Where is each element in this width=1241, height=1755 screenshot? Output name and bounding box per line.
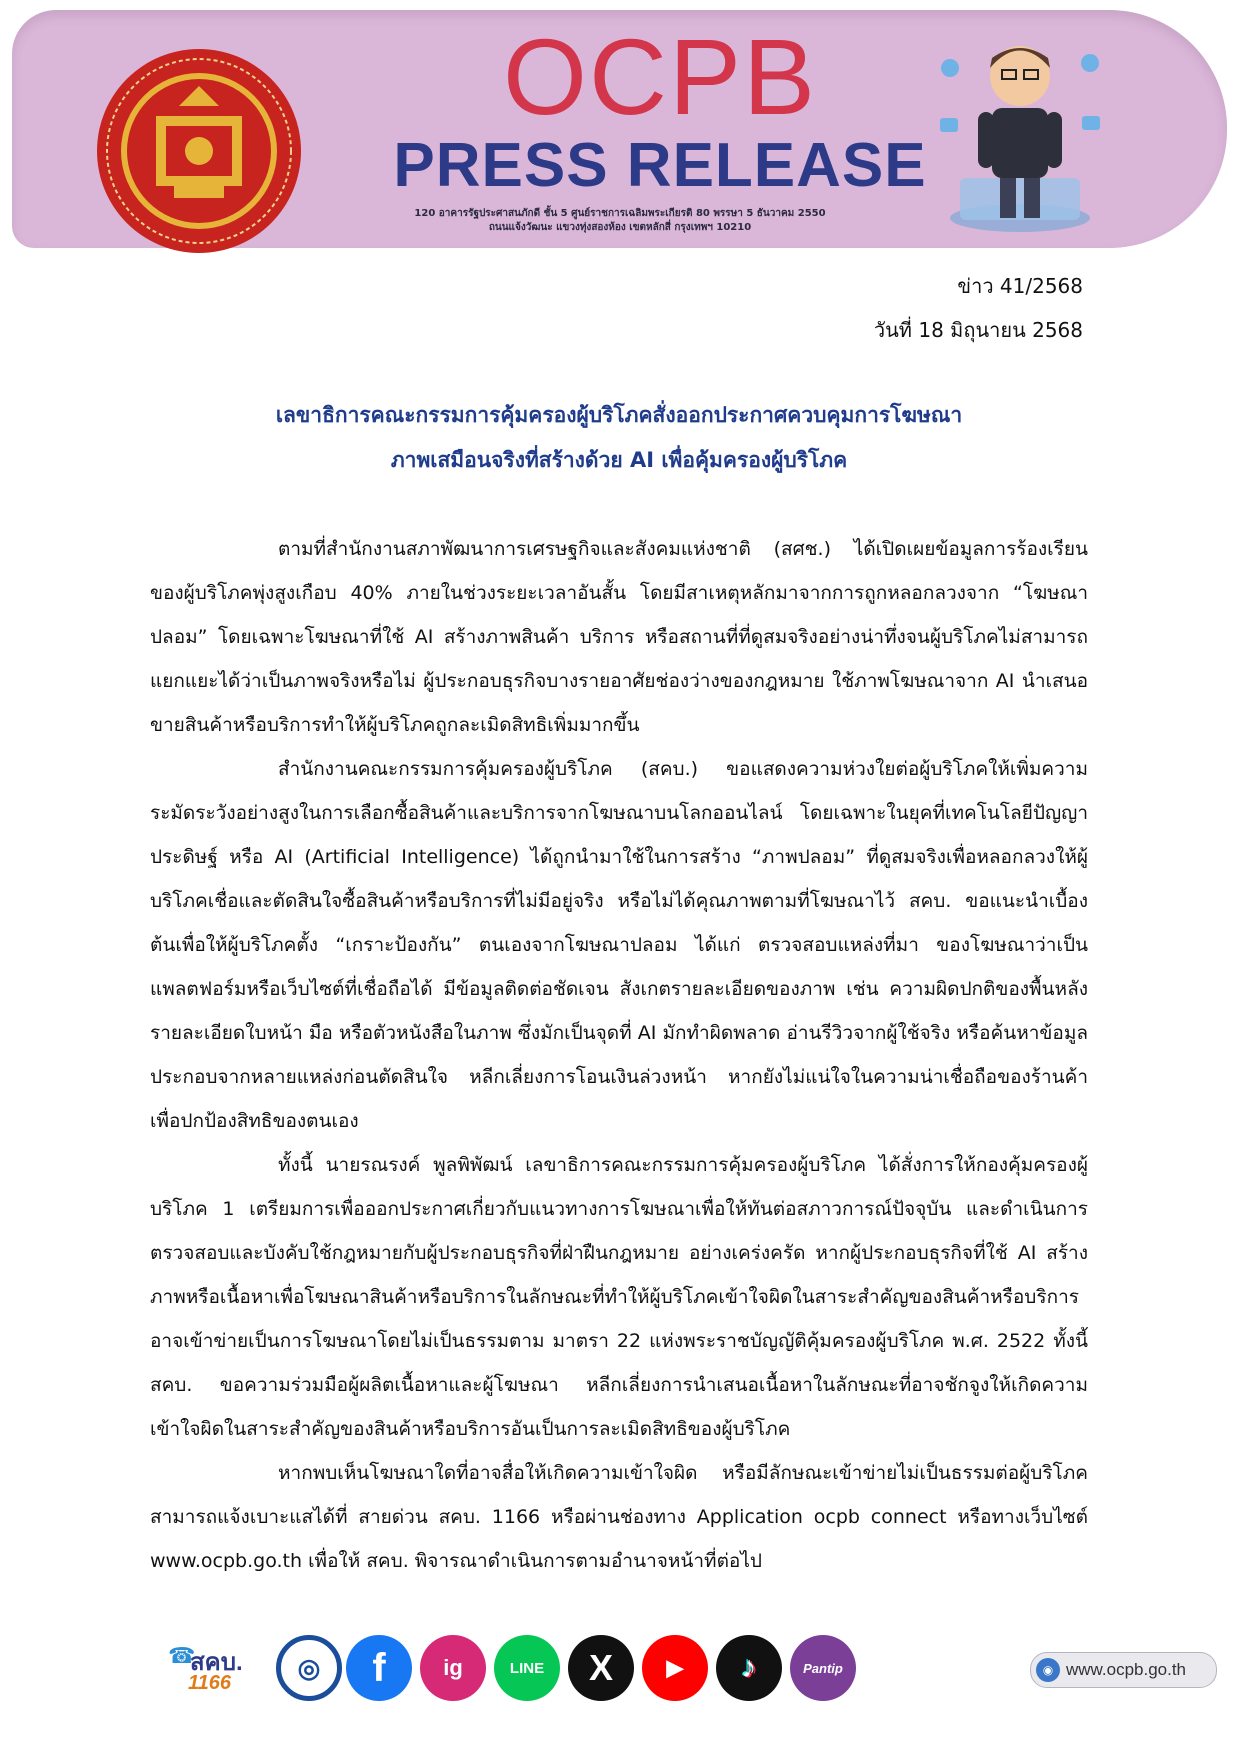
paragraph-2: สำนักงานคณะกรรมการคุ้มครองผู้บริโภค (สคบ.) ขอแสดงความห่วงใยต่อผู้บริโภคให้เพิ่มความระมัดระวังอย่างสูงในการเลือกซื้อสินค้าและบริการจากโฆษณาบนโลกออนไลน์ โดยเฉพาะในยุคที่เทคโนโลยีปัญญาประดิษฐ์ หรือ AI (Artificial Intelligence) ได้ถูกนำมาใช้ในการสร้าง “ภาพปลอม” ที่ดูสมจริงเพื่อหลอกลวงให้ผู้บริโภคเชื่อและตัดสินใจซื้อสินค้าหรือบริการที่ไม่มีอยู่จริง หรือไม่ได้คุณภาพตามที่โฆษณาไว้ สคบ. ขอแนะนำเบื้องต้นเพื่อให้ผู้บริโภคตั้ง “เกราะป้องกัน” ตนเองจากโฆษณาปลอม ได้แก่ ตรวจสอบแหล่งที่มา ของโฆษณาว่าเป็นแพลตฟอร์มหรือเว็บไซต์ที่เชื่อถือได้ มีข้อมูลติดต่อชัดเจน สังเกตรายละเอียดของภาพ เช่น ความผิดปกติของพื้นหลัง รายละเอียดใบหน้า มือ หรือตัวหนังสือในภาพ ซึ่งมักเป็นจุดที่ AI มักทำผิดพลาด อ่านรีวิวจากผู้ใช้จริง หรือค้นหาข้อมูลประกอบจากหลายแหล่งก่อนตัดสินใจ หลีกเลี่ยงการโอนเงินล่วงหน้า หากยังไม่แน่ใจในความน่าเชื่อถือของร้านค้า เพื่อปกป้องสิทธิของตนเอง: [150, 758, 1088, 1132]
headline-line-1: เลขาธิการคณะกรรมการคุ้มครองผู้บริโภคสั่งออกประกาศควบคุมการโฆษณา: [275, 403, 963, 427]
press-meta: [874, 264, 1083, 352]
phone-icon: ☎: [168, 1644, 196, 1669]
paragraph-4: หากพบเห็นโฆษณาใดที่อาจสื่อให้เกิดความเข้าใจผิด หรือมีลักษณะเข้าข่ายไม่เป็นธรรมต่อผู้บริโภค สามารถแจ้งเบาะแสได้ที่ สายด่วน สคบ. 1166 หรือผ่านช่องทาง Application ocpb connect หรือทางเว็บไซต์ www.ocpb.go.th เพื่อให้ สคบ. พิจารณาดำเนินการตามอำนาจหน้าที่ต่อไป: [150, 1462, 1088, 1572]
press-release-title: PRESS RELEASE: [393, 131, 927, 200]
brand-title: OCPB: [502, 16, 818, 137]
line-icon[interactable]: LINE: [494, 1635, 560, 1701]
facebook-icon[interactable]: f: [346, 1635, 412, 1701]
globe-icon: ◉: [1036, 1658, 1060, 1682]
website-url: www.ocpb.go.th: [1066, 1660, 1187, 1679]
social-footer: [168, 1628, 1187, 1708]
x-icon[interactable]: X: [568, 1635, 634, 1701]
paragraph-3: ทั้งนี้ นายรณรงค์ พูลพิพัฒน์ เลขาธิการคณะกรรมการคุ้มครองผู้บริโภค ได้สั่งการให้กองคุ้มครองผู้บริโภค 1 เตรียมการเพื่อออกประกาศเกี่ยวกับแนวทางการโฆษณาเพื่อให้ทันต่อสภาวการณ์ปัจจุบัน และดำเนินการตรวจสอบและบังคับใช้กฎหมายกับผู้ประกอบธุรกิจที่ฝ่าฝืนกฎหมาย อย่างเคร่งครัด หากผู้ประกอบธุรกิจที่ใช้ AI สร้างภาพหรือเนื้อหาเพื่อโฆษณาสินค้าหรือบริการในลักษณะที่ทำให้ผู้บริโภคเข้าใจผิดในสาระสำคัญของสินค้าหรือบริการ อาจเข้าข่ายเป็นการโฆษณาโดยไม่เป็นธรรมตาม มาตรา 22 แห่งพระราชบัญญัติคุ้มครองผู้บริโภค พ.ศ. 2522 ทั้งนี้ สคบ. ขอความร่วมมือผู้ผลิตเนื้อหาและผู้โฆษณา หลีกเลี่ยงการนำเสนอเนื้อหาในลักษณะที่อาจชักจูงให้เกิดความเข้าใจผิดในสาระสำคัญของสินค้าหรือบริการอันเป็นการละเมิดสิทธิของผู้บริโภค: [150, 1154, 1088, 1440]
address: [320, 207, 920, 235]
ocpb-app-icon[interactable]: [276, 1635, 342, 1701]
tiktok-icon[interactable]: [716, 1635, 782, 1701]
play-glyph: ▶: [666, 1655, 684, 1680]
headline-line-2: ภาพเสมือนจริงที่สร้างด้วย AI เพื่อคุ้มครองผู้บริโภค: [390, 448, 848, 472]
mascot-illustration: [920, 28, 1120, 238]
ocpb-seal-logo: [94, 46, 304, 256]
youtube-icon[interactable]: [642, 1635, 708, 1701]
hotline-org: สคบ.: [190, 1649, 243, 1676]
headline: [150, 393, 1088, 483]
news-number: ข่าว 41/2568: [957, 274, 1083, 298]
hotline-number: 1166: [188, 1672, 232, 1694]
instagram-icon[interactable]: ig: [420, 1635, 486, 1701]
address-line-1: 120 อาคารรัฐประศาสนภักดี ชั้น 5 ศูนย์ราชการเฉลิมพระเกียรติ 80 พรรษา 5 ธันวาคม 2550: [414, 208, 826, 219]
release-date: วันที่ 18 มิถุนายน 2568: [873, 318, 1083, 342]
hotline-badge[interactable]: [168, 1640, 272, 1698]
body-text: [150, 527, 1088, 1583]
website-link[interactable]: [1030, 1652, 1217, 1688]
paragraph-1: ตามที่สำนักงานสภาพัฒนาการเศรษฐกิจและสังคมแห่งชาติ (สศช.) ได้เปิดเผยข้อมูลการร้องเรียนของผู้บริโภคพุ่งสูงเกือบ 40% ภายในช่วงระยะเวลาอันสั้น โดยมีสาเหตุหลักมาจากการถูกหลอกลวงจาก “โฆษณาปลอม” โดยเฉพาะโฆษณาที่ใช้ AI สร้างภาพสินค้า บริการ หรือสถานที่ที่ดูสมจริงอย่างน่าทึ่งจนผู้บริโภคไม่สามารถแยกแยะได้ว่าเป็นภาพจริงหรือไม่ ผู้ประกอบธุรกิจบางรายอาศัยช่องว่างของกฎหมาย ใช้ภาพโฆษณาจาก AI นำเสนอขายสินค้าหรือบริการทำให้ผู้บริโภคถูกละเมิดสิทธิเพิ่มมากขึ้น: [150, 538, 1088, 736]
note-glyph: ♪: [741, 1651, 757, 1684]
address-line-2: ถนนแจ้งวัฒนะ แขวงทุ่งสองห้อง เขตหลักสี่ กรุงเทพฯ 10210: [488, 222, 752, 233]
pantip-icon[interactable]: Pantip: [790, 1635, 856, 1701]
ocpb-app-glyph: ◎: [297, 1652, 321, 1683]
